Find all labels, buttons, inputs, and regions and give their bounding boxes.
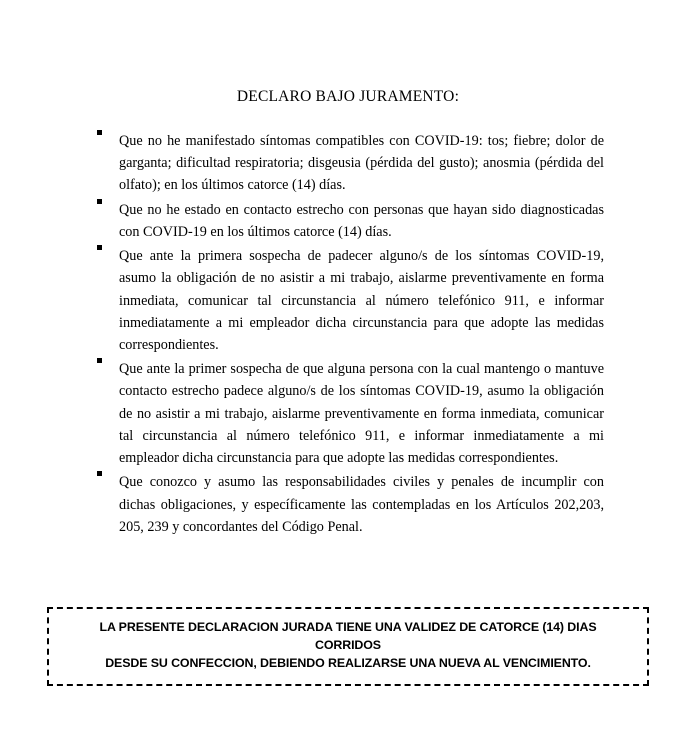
square-bullet-icon bbox=[97, 245, 102, 250]
clause-text: Que no he estado en contacto estrecho con personas que hayan sido diagnosticadas con COVID-19 en los últimos catorce (14) días. bbox=[119, 201, 604, 240]
clause-text: Que conozco y asumo las responsabilidades civiles y penales de incumplir con dichas obligaciones, y específicamente las contempladas en los Artículos 202,203, 205, 239 y concordantes del Código Penal. bbox=[119, 474, 604, 535]
square-bullet-icon bbox=[97, 358, 102, 363]
declaration-clause-list bbox=[92, 130, 604, 538]
list-item bbox=[92, 199, 604, 243]
validity-notice-line-1: LA PRESENTE DECLARACION JURADA TIENE UNA VALIDEZ DE CATORCE (14) DIAS CORRIDOS bbox=[99, 620, 597, 652]
square-bullet-icon bbox=[97, 471, 102, 476]
square-bullet-icon bbox=[97, 130, 102, 135]
list-item bbox=[92, 358, 604, 469]
list-item bbox=[92, 130, 604, 197]
list-item bbox=[92, 471, 604, 538]
clause-text: Que ante la primer sospecha de que alguna persona con la cual mantengo o mantuve contacto estrecho padece alguno/s de los síntomas COVID-19, asumo la obligación de no asistir a mi trabajo, aislarme preventivamente en forma inmediata, comunicar tal circunstancia al número telefónico 911, e informar inmediatamente a mi empleador dicha circunstancia para que adopte las medidas correspondientes. bbox=[119, 361, 604, 467]
validity-notice-box bbox=[47, 607, 649, 686]
document-page bbox=[0, 88, 696, 735]
list-item bbox=[92, 245, 604, 356]
page-title: DECLARO BAJO JURAMENTO: bbox=[236, 88, 460, 105]
validity-notice-line-2: DESDE SU CONFECCION, DEBIENDO REALIZARSE UNA NUEVA AL VENCIMIENTO. bbox=[105, 655, 591, 670]
clause-text: Que no he manifestado síntomas compatibles con COVID-19: tos; fiebre; dolor de garganta; dificultad respiratoria; disgeusia (pérdida del gusto); anosmia (pérdida del olfato); en los últimos catorce (14) días. bbox=[119, 133, 604, 194]
square-bullet-icon bbox=[97, 199, 102, 204]
clause-text: Que ante la primera sospecha de padecer alguno/s de los síntomas COVID-19, asumo la obligación de no asistir a mi trabajo, aislarme preventivamente en forma inmediata, comunicar tal circunstancia al número telefónico 911, e informar inmediatamente a mi empleador dicha circunstancia para que adopte las medidas correspondientes. bbox=[119, 248, 604, 353]
